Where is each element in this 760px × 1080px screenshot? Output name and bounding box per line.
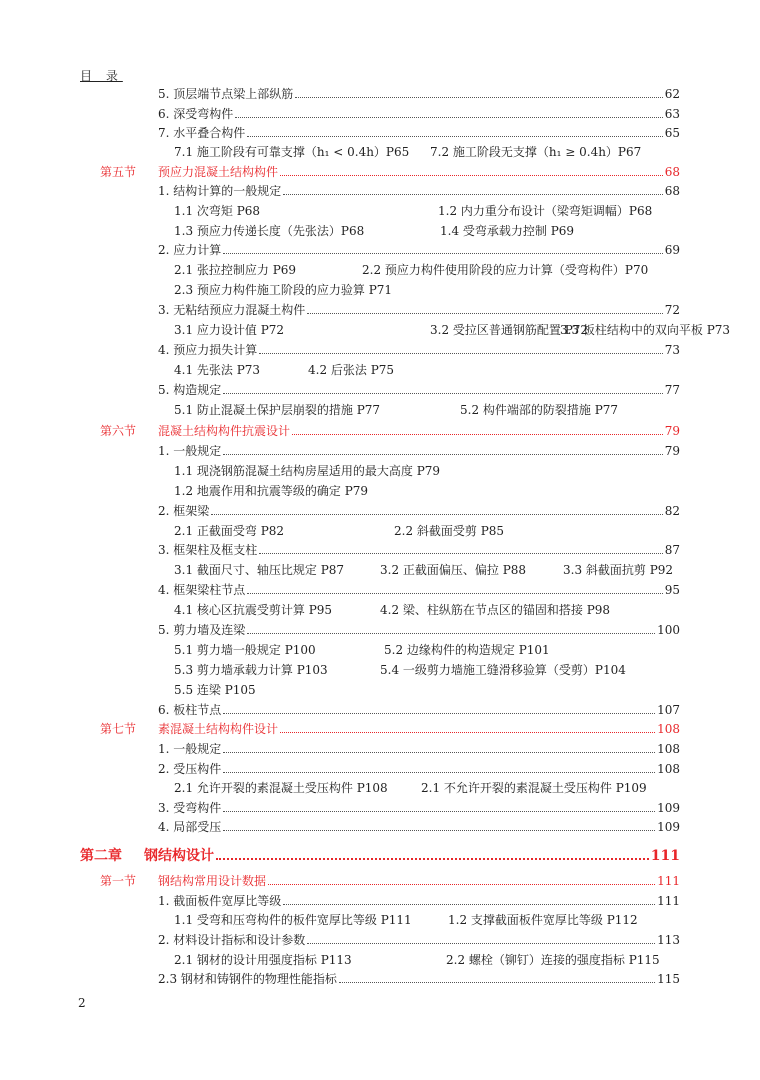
toc-entry-label: 7. 水平叠合构件 — [158, 126, 246, 140]
toc-subitem[interactable]: 1.2 内力重分布设计（梁弯矩调幅）P68 — [438, 204, 653, 218]
toc-subitem[interactable]: 3.1 截面尺寸、轴压比规定 P87 — [174, 563, 345, 577]
toc-page-number: 63 — [664, 107, 680, 121]
toc-number-label: 第二章 — [80, 848, 122, 864]
toc-entry-row[interactable] — [158, 182, 680, 202]
toc-section-row[interactable] — [100, 872, 680, 892]
toc-subitem[interactable]: 5.3 剪力墙承载力计算 P103 — [174, 663, 328, 677]
toc-subitem[interactable]: 7.1 施工阶段有可靠支撑（h₁ < 0.4h）P65 — [174, 145, 410, 159]
toc-sub-row[interactable] — [0, 482, 760, 502]
dot-leader — [280, 732, 655, 733]
toc-entry-label: 6. 板柱节点 — [158, 703, 222, 717]
dot-leader — [216, 858, 649, 860]
toc-page-number: 68 — [664, 165, 680, 179]
toc-subitem[interactable]: 1.1 受弯和压弯构件的板件宽厚比等级 P111 — [174, 913, 412, 927]
toc-sub-row[interactable] — [0, 361, 760, 381]
toc-subitem[interactable]: 4.1 核心区抗震受剪计算 P95 — [174, 603, 333, 617]
page-number: 2 — [78, 996, 86, 1010]
toc-subitem[interactable]: 1.2 支撑截面板件宽厚比等级 P112 — [448, 913, 638, 927]
dot-leader — [283, 194, 662, 195]
toc-entry-row[interactable] — [158, 799, 680, 819]
toc-page-number: 79 — [664, 444, 680, 458]
toc-entry-row[interactable] — [158, 541, 680, 561]
toc-subitem[interactable]: 1.1 现浇钢筋混凝土结构房屋适用的最大高度 P79 — [174, 464, 441, 478]
toc-page-number: 108 — [657, 722, 680, 736]
toc-sub-row[interactable] — [0, 261, 760, 281]
dot-leader — [235, 117, 662, 118]
toc-page-number: 111 — [657, 874, 680, 888]
toc-number-label: 第六节 — [100, 424, 137, 438]
toc-entry-label: 预应力混凝土结构构件 — [158, 165, 279, 179]
toc-subitem[interactable]: 2.1 张拉控制应力 P69 — [174, 263, 297, 277]
toc-entry-row[interactable] — [158, 301, 680, 321]
toc-page-number: 109 — [657, 801, 680, 815]
toc-subitem[interactable]: 5.1 剪力墙一般规定 P100 — [174, 643, 316, 657]
toc-page-number: 82 — [664, 504, 680, 518]
toc-entry-label: 2. 应力计算 — [158, 243, 222, 257]
toc-subitem[interactable]: 1.4 受弯承载力控制 P69 — [440, 224, 575, 238]
toc-entry-row[interactable] — [158, 241, 680, 261]
toc-subitem[interactable]: 2.1 正截面受弯 P82 — [174, 524, 285, 538]
toc-subitem[interactable]: 2.1 不允许开裂的素混凝土受压构件 P109 — [421, 781, 647, 795]
dot-leader — [223, 811, 655, 812]
dot-leader — [223, 454, 662, 455]
toc-subitem[interactable]: 5.2 构件端部的防裂措施 P77 — [460, 403, 619, 417]
toc-entry-row[interactable] — [158, 124, 680, 144]
toc-section-row[interactable] — [100, 720, 680, 740]
toc-entry-row[interactable] — [158, 701, 680, 721]
toc-subitem[interactable]: 4.1 先张法 P73 — [174, 363, 261, 377]
toc-entry-row[interactable] — [158, 502, 680, 522]
dot-leader — [295, 97, 662, 98]
toc-entry-label: 钢结构常用设计数据 — [158, 874, 267, 888]
toc-entry-label: 5. 剪力墙及连梁 — [158, 623, 246, 637]
toc-entry-row[interactable] — [158, 892, 680, 912]
toc-subitem[interactable]: 5.5 连梁 P105 — [174, 683, 256, 697]
toc-entry-row[interactable] — [158, 931, 680, 951]
toc-entry-label: 2. 材料设计指标和设计参数 — [158, 933, 306, 947]
toc-entry-label: 5. 顶层端节点梁上部纵筋 — [158, 87, 294, 101]
toc-entry-row[interactable] — [158, 85, 680, 105]
toc-subitem[interactable]: 2.2 预应力构件使用阶段的应力计算（受弯构件）P70 — [362, 263, 649, 277]
toc-sub-row[interactable] — [0, 462, 760, 482]
toc-sub-row[interactable] — [0, 401, 760, 421]
toc-entry-label: 4. 框架梁柱节点 — [158, 583, 246, 597]
toc-entry-row[interactable] — [158, 442, 680, 462]
toc-subitem[interactable]: 7.2 施工阶段无支撑（h₁ ≥ 0.4h）P67 — [430, 145, 642, 159]
toc-entry-row[interactable] — [158, 760, 680, 780]
toc-sub-row[interactable] — [0, 202, 760, 222]
dot-leader — [223, 713, 655, 714]
toc-subitem[interactable]: 2.1 钢材的设计用强度指标 P113 — [174, 953, 352, 967]
toc-sub-row[interactable] — [0, 641, 760, 661]
toc-subitem[interactable]: 3.3 斜截面抗剪 P92 — [563, 563, 674, 577]
toc-subitem[interactable]: 1.2 地震作用和抗震等级的确定 P79 — [174, 484, 369, 498]
toc-number-label: 第五节 — [100, 165, 137, 179]
toc-entry-label: 钢结构设计 — [144, 848, 214, 864]
toc-page-number: 77 — [664, 383, 680, 397]
toc-page-number: 108 — [657, 762, 680, 776]
toc-subitem[interactable]: 5.2 边缘构件的构造规定 P101 — [384, 643, 550, 657]
toc-sub-row[interactable] — [0, 951, 760, 971]
toc-number-label: 第七节 — [100, 722, 137, 736]
toc-subitem[interactable]: 3.3 板柱结构中的双向平板 P73 — [560, 323, 731, 337]
dot-leader — [223, 830, 655, 831]
dot-leader — [307, 313, 662, 314]
toc-entry-label: 1. 结构计算的一般规定 — [158, 184, 282, 198]
toc-entry-label: 1. 一般规定 — [158, 444, 222, 458]
toc-entry-label: 3. 框架柱及框支柱 — [158, 543, 258, 557]
toc-subitem[interactable]: 3.1 应力设计值 P72 — [174, 323, 285, 337]
toc-page-number: 115 — [657, 972, 680, 986]
toc-page-number: 72 — [664, 303, 680, 317]
dot-leader — [280, 175, 663, 176]
toc-subitem[interactable]: 4.2 梁、柱纵筋在节点区的锚固和搭接 P98 — [380, 603, 611, 617]
toc-section-row[interactable] — [100, 422, 680, 442]
toc-subitem[interactable]: 1.1 次弯矩 P68 — [174, 204, 261, 218]
toc-entry-label: 混凝土结构构件抗震设计 — [158, 424, 291, 438]
toc-entry-label: 4. 预应力损失计算 — [158, 343, 258, 357]
toc-sub-row[interactable] — [0, 779, 760, 799]
toc-subitem[interactable]: 4.2 后张法 P75 — [308, 363, 395, 377]
toc-subitem[interactable]: 5.4 一级剪力墙施工缝滑移验算（受剪）P104 — [380, 663, 626, 677]
dot-leader — [292, 434, 663, 435]
toc-entry-label: 2.3 钢材和铸钢件的物理性能指标 — [158, 972, 337, 986]
toc-entry-row[interactable] — [158, 818, 680, 838]
toc-section-row[interactable] — [100, 163, 680, 183]
toc-number-label: 第一节 — [100, 874, 137, 888]
toc-subitem[interactable]: 2.2 螺栓（铆钉）连接的强度指标 P115 — [446, 953, 660, 967]
toc-entry-label: 4. 局部受压 — [158, 820, 222, 834]
toc-entry-label: 6. 深受弯构件 — [158, 107, 234, 121]
toc-header: 目 录 — [80, 69, 123, 83]
toc-sub-row[interactable] — [0, 911, 760, 931]
toc-sub-row[interactable] — [0, 522, 760, 542]
toc-entry-label: 1. 截面板件宽厚比等级 — [158, 894, 282, 908]
dot-leader — [223, 253, 662, 254]
toc-entry-label: 5. 构造规定 — [158, 383, 222, 397]
toc-page-number: 111 — [650, 848, 680, 864]
dot-leader — [259, 553, 662, 554]
toc-sub-row[interactable] — [0, 681, 760, 701]
toc-page-number: 111 — [657, 894, 680, 908]
toc-subitem[interactable]: 3.2 正截面偏压、偏拉 P88 — [380, 563, 527, 577]
dot-leader — [339, 982, 655, 983]
toc-subitem[interactable]: 3.2 受拉区普通钢筋配置 P72 — [430, 323, 589, 337]
toc-sub-row[interactable] — [0, 601, 760, 621]
toc-entry-label: 3. 无粘结预应力混凝土构件 — [158, 303, 306, 317]
toc-sub-row[interactable] — [0, 143, 760, 163]
dot-leader — [223, 772, 655, 773]
toc-page-number: 108 — [657, 742, 680, 756]
toc-entry-label: 3. 受弯构件 — [158, 801, 222, 815]
dot-leader — [211, 514, 662, 515]
toc-entry-row[interactable] — [158, 581, 680, 601]
toc-entry-row[interactable] — [158, 621, 680, 641]
dot-leader — [268, 884, 655, 885]
toc-entry-row[interactable] — [158, 105, 680, 125]
toc-entry-label: 2. 框架梁 — [158, 504, 210, 518]
dot-leader — [247, 633, 655, 634]
toc-sub-row[interactable] — [0, 561, 760, 581]
toc-entry-row[interactable] — [158, 341, 680, 361]
toc-sub-row[interactable] — [0, 321, 760, 341]
toc-page-number: 109 — [657, 820, 680, 834]
toc-page-number: 113 — [657, 933, 680, 947]
toc-subitem[interactable]: 2.3 预应力构件施工阶段的应力验算 P71 — [174, 283, 393, 297]
toc-entry-row[interactable] — [158, 740, 680, 760]
toc-page-number: 62 — [664, 87, 680, 101]
toc-subitem[interactable]: 2.2 斜截面受剪 P85 — [394, 524, 505, 538]
dot-leader — [223, 393, 662, 394]
toc-page-number: 87 — [664, 543, 680, 557]
toc-entry-label: 素混凝土结构构件设计 — [158, 722, 279, 736]
toc-page-number: 69 — [664, 243, 680, 257]
toc-chapter-row[interactable] — [80, 845, 680, 865]
toc-entry-label: 1. 一般规定 — [158, 742, 222, 756]
toc-page-number: 100 — [657, 623, 680, 637]
toc-subitem[interactable]: 2.1 允许开裂的素混凝土受压构件 P108 — [174, 781, 388, 795]
toc-page-number: 68 — [664, 184, 680, 198]
toc-sub-row[interactable] — [0, 661, 760, 681]
dot-leader — [247, 593, 662, 594]
toc-page-number: 107 — [657, 703, 680, 717]
toc-entry-row[interactable] — [158, 381, 680, 401]
dot-leader — [223, 752, 655, 753]
toc-entry-label: 2. 受压构件 — [158, 762, 222, 776]
dot-leader — [307, 943, 655, 944]
toc-page-number: 73 — [664, 343, 680, 357]
toc-subitem[interactable]: 1.3 预应力传递长度（先张法）P68 — [174, 224, 365, 238]
toc-page-number: 95 — [664, 583, 680, 597]
toc-sub-row[interactable] — [0, 281, 760, 301]
toc-page-number: 65 — [664, 126, 680, 140]
toc-page-number: 79 — [664, 424, 680, 438]
toc-subitem[interactable]: 5.1 防止混凝土保护层崩裂的措施 P77 — [174, 403, 381, 417]
toc-sub-row[interactable] — [0, 222, 760, 242]
dot-leader — [247, 136, 662, 137]
toc-entry-row[interactable] — [158, 970, 680, 990]
dot-leader — [259, 353, 662, 354]
dot-leader — [283, 904, 655, 905]
